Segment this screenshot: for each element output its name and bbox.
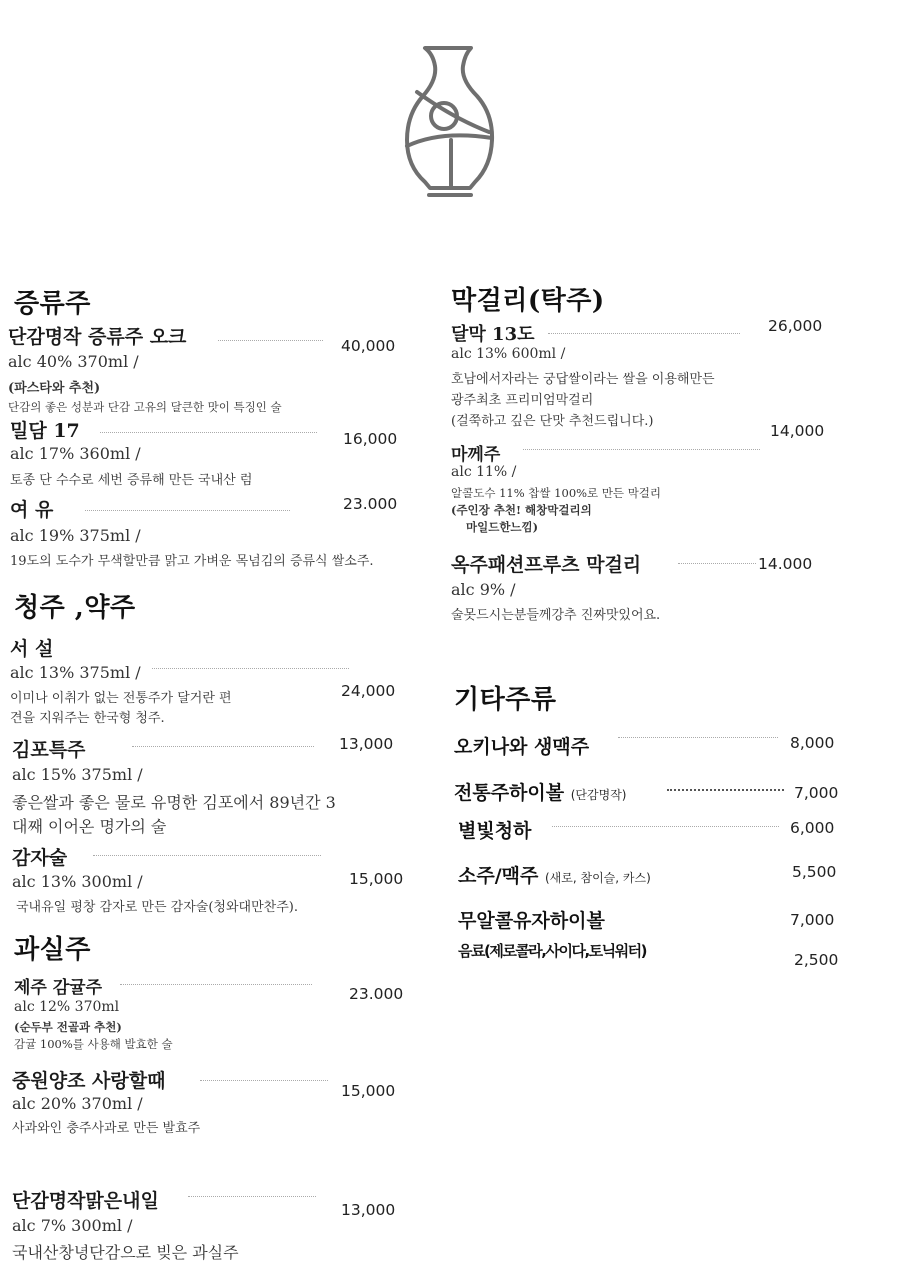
item-price-byeolbit: 6,000 bbox=[790, 819, 835, 837]
item-price-okju: 14.000 bbox=[758, 555, 813, 573]
dot-leader bbox=[188, 1196, 316, 1197]
dot-leader bbox=[152, 668, 349, 669]
dot-leader bbox=[93, 855, 321, 856]
item-name-gimpo: 김포특주 bbox=[12, 739, 86, 761]
item-desc-jeju: 감귤 100%를 사용해 발효한 술 bbox=[14, 1037, 173, 1051]
item-desc1-gimpo: 좋은쌀과 좋은 물로 유명한 김포에서 89년간 3 bbox=[12, 793, 336, 812]
dot-leader bbox=[667, 789, 784, 791]
item-spec-gimpo: alc 15% 375ml / bbox=[12, 765, 143, 784]
section-title-cheongju: 청주 ,약주 bbox=[14, 593, 136, 623]
section-title-soju: 증류주 bbox=[14, 289, 91, 319]
dot-leader bbox=[523, 449, 760, 450]
item-price-gamja: 15,000 bbox=[349, 870, 404, 888]
item-price-dalmak: 26,000 bbox=[768, 317, 823, 335]
section-title-fruit: 과실주 bbox=[14, 935, 91, 965]
item-price-drinks: 2,500 bbox=[794, 951, 839, 969]
item-desc2-gimpo: 대째 이어온 명가의 술 bbox=[12, 817, 167, 836]
dot-leader bbox=[120, 984, 312, 985]
item-name-jeju: 제주 감귤주 bbox=[14, 978, 103, 998]
item-desc-malgeun: 국내산창녕단감으로 빚은 과실주 bbox=[12, 1243, 239, 1262]
item-desc-okju: 술못드시는분들께강추 진짜맛있어요. bbox=[451, 608, 661, 623]
item-name-dalmak: 달막 13도 bbox=[451, 324, 535, 345]
item-spec-yeoyu: alc 19% 375ml / bbox=[10, 526, 141, 545]
item-spec-malgeun: alc 7% 300ml / bbox=[12, 1216, 133, 1235]
item-name-byeolbit: 별빛청하 bbox=[458, 820, 532, 842]
item-desc-yeoyu: 19도의 도수가 무색할만큼 맑고 가벼운 목넘김의 증류식 쌀소주. bbox=[10, 554, 374, 569]
item-name-yeoyu: 여 유 bbox=[10, 499, 54, 521]
bottle-logo-icon bbox=[395, 40, 505, 202]
item-desc3-dalmak: (걸쭉하고 깊은 단맛 추천드립니다.) bbox=[451, 414, 654, 429]
item-spec-okju: alc 9% / bbox=[451, 580, 516, 599]
item-spec-dalmak: alc 13% 600ml / bbox=[451, 346, 566, 362]
item-price-okinawa: 8,000 bbox=[790, 734, 835, 752]
item-price-oak: 40,000 bbox=[341, 337, 396, 355]
item-price-soju-beer: 5,500 bbox=[792, 863, 837, 881]
item-name-drinks: 음료(제로콜라,사이다,토닉워터) bbox=[458, 942, 646, 960]
item-price-highball: 7,000 bbox=[794, 784, 839, 802]
item-note-jeju: (순두부 전골과 추천) bbox=[14, 1020, 122, 1034]
item-desc1-seoseol: 이미나 이취가 없는 전통주가 달거란 편 bbox=[10, 691, 232, 706]
item-price-jeju: 23.000 bbox=[349, 985, 404, 1003]
item-note-soju-beer: (새로, 참이슬, 카스) bbox=[544, 871, 651, 885]
item-name-soju-beer-text: 소주/맥주 bbox=[458, 865, 539, 887]
item-spec-oak: alc 40% 370ml / bbox=[8, 352, 139, 371]
dot-leader bbox=[218, 340, 323, 341]
item-note-oak: (파스타와 추천) bbox=[8, 381, 101, 396]
dot-leader bbox=[552, 826, 779, 827]
item-name-gamja: 감자술 bbox=[12, 847, 68, 869]
item-name-okju: 옥주패션프루츠 막걸리 bbox=[451, 554, 642, 576]
item-desc1-makkae: 알콜도수 11% 찹쌀 100%로 만든 막걸리 bbox=[451, 486, 662, 500]
section-title-makgeolli: 막걸리(탁주) bbox=[451, 286, 605, 316]
item-name-malgeun: 단감명작맑은내일 bbox=[12, 1190, 159, 1212]
dot-leader bbox=[678, 563, 756, 564]
item-desc2-dalmak: 광주최초 프리미엄막걸리 bbox=[451, 393, 594, 408]
dot-leader bbox=[200, 1080, 328, 1081]
item-name-soju-beer bbox=[458, 861, 651, 888]
item-price-mildam: 16,000 bbox=[343, 430, 398, 448]
item-note-highball: (단감명작) bbox=[570, 788, 627, 802]
item-desc-gamja: 국내유일 평창 감자로 만든 감자술(청와대만찬주). bbox=[16, 900, 298, 915]
dot-leader bbox=[85, 510, 290, 511]
item-price-makkae: 14,000 bbox=[770, 422, 825, 440]
item-desc2-makkae: (주인장 추천! 해창막걸리의 bbox=[451, 503, 592, 517]
item-desc-oak: 단감의 좋은 성분과 단감 고유의 달큰한 맛이 특징인 술 bbox=[8, 400, 282, 414]
item-desc-jungwon: 사과와인 충주사과로 만든 발효주 bbox=[12, 1121, 201, 1136]
item-spec-seoseol: alc 13% 375ml / bbox=[10, 663, 141, 682]
item-spec-gamja: alc 13% 300ml / bbox=[12, 872, 143, 891]
item-name-makkae: 마께주 bbox=[451, 445, 501, 465]
item-desc2-seoseol: 견을 지워주는 한국형 청주. bbox=[10, 711, 165, 726]
dot-leader bbox=[548, 333, 740, 334]
item-name-seoseol: 서 설 bbox=[10, 638, 54, 660]
item-price-jungwon: 15,000 bbox=[341, 1082, 396, 1100]
item-name-highball bbox=[454, 778, 626, 805]
dot-leader bbox=[132, 746, 314, 747]
dot-leader bbox=[618, 737, 778, 738]
item-name-jungwon: 중원양조 사랑할때 bbox=[12, 1070, 166, 1092]
item-desc-mildam: 토종 단 수수로 세번 증류해 만든 국내산 럼 bbox=[10, 473, 253, 488]
item-price-malgeun: 13,000 bbox=[341, 1201, 396, 1219]
item-price-yeoyu: 23.000 bbox=[343, 495, 398, 513]
item-price-seoseol: 24,000 bbox=[341, 682, 396, 700]
item-price-gimpo: 13,000 bbox=[339, 735, 394, 753]
item-spec-jungwon: alc 20% 370ml / bbox=[12, 1094, 143, 1113]
item-price-yuja: 7,000 bbox=[790, 911, 835, 929]
section-title-others: 기타주류 bbox=[454, 685, 557, 715]
item-spec-makkae: alc 11% / bbox=[451, 464, 517, 480]
item-spec-mildam: alc 17% 360ml / bbox=[10, 444, 141, 463]
item-name-okinawa: 오키나와 생맥주 bbox=[454, 736, 590, 758]
item-desc1-dalmak: 호남에서자라는 궁답쌀이라는 쌀을 이용해만든 bbox=[451, 372, 715, 387]
item-spec-jeju: alc 12% 370ml bbox=[14, 999, 120, 1015]
item-desc3-makkae: 마일드한느낌) bbox=[466, 520, 539, 534]
item-name-yuja: 무알콜유자하이볼 bbox=[458, 910, 605, 932]
item-name-oak: 단감명작 증류주 오크 bbox=[8, 326, 187, 348]
item-name-highball-text: 전통주하이볼 bbox=[454, 782, 565, 804]
dot-leader bbox=[100, 432, 317, 433]
item-name-mildam: 밀담 17 bbox=[10, 420, 80, 442]
